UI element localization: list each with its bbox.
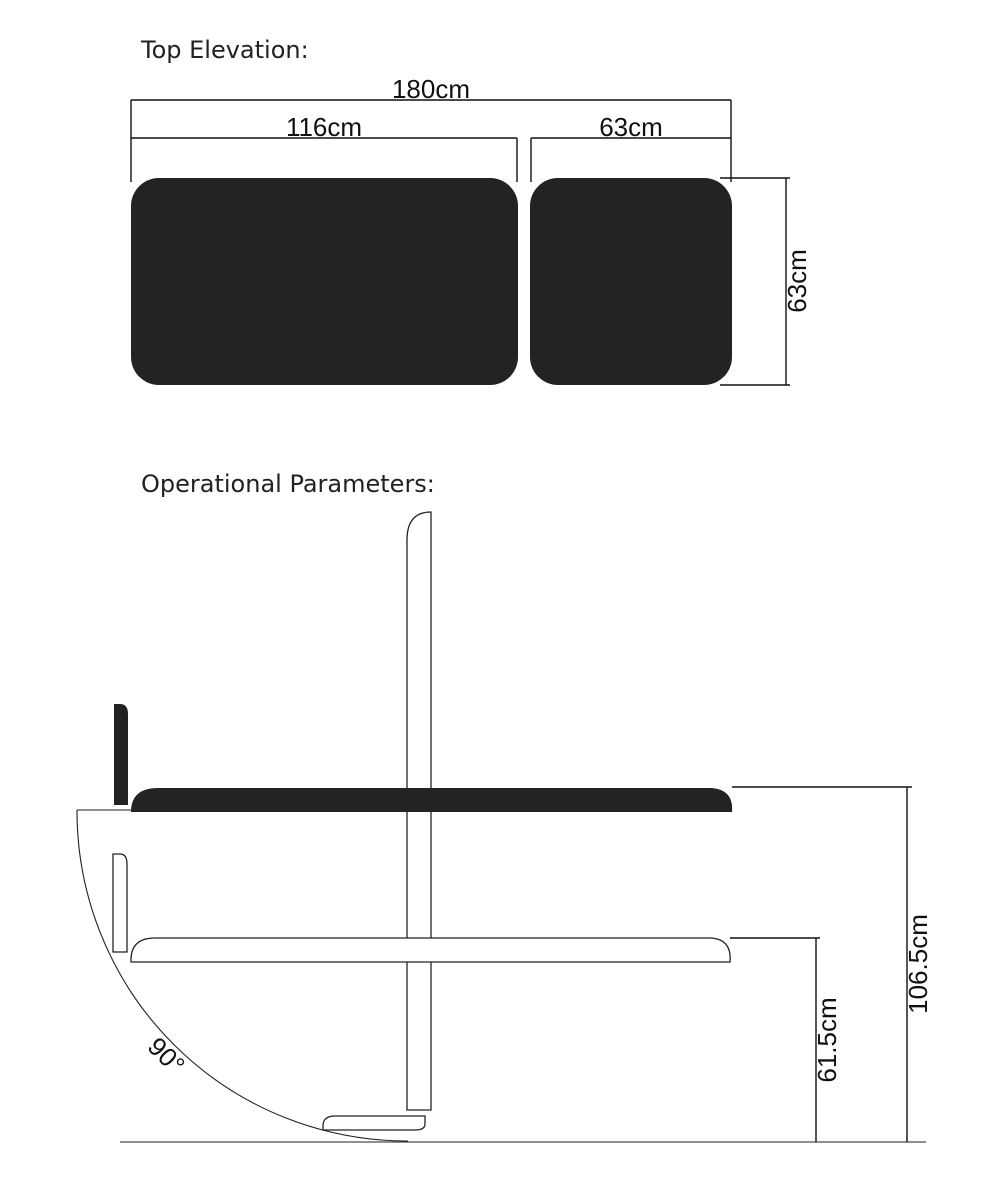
top-elevation-drawing (131, 74, 812, 385)
operational-parameters-drawing (77, 512, 933, 1142)
label-total-length: 180cm (391, 74, 471, 104)
label-width: 63cm (782, 249, 812, 313)
label-body-section: 116cm (285, 112, 363, 142)
floor-panel-outline (323, 1116, 425, 1130)
top-elevation-heading: Top Elevation: (141, 36, 309, 64)
angle-label: 90° (141, 1031, 191, 1081)
dimension-head-section (531, 112, 731, 182)
raised-head-rest-panel (114, 704, 128, 805)
dimension-body-section (131, 112, 517, 182)
head-section-panel (530, 178, 732, 385)
upper-table-panel (131, 788, 732, 812)
dimension-max-height (732, 787, 933, 1142)
label-head-section: 63cm (599, 112, 663, 142)
label-min-height: 61.5cm (812, 997, 842, 1083)
body-section-panel (131, 178, 518, 385)
label-max-height: 106.5cm (903, 914, 933, 1014)
dimension-min-height (730, 938, 842, 1142)
lower-table-outline (131, 938, 730, 962)
operational-parameters-heading: Operational Parameters: (141, 470, 435, 498)
dimension-width (720, 178, 812, 385)
lower-head-rest-outline (113, 854, 127, 952)
